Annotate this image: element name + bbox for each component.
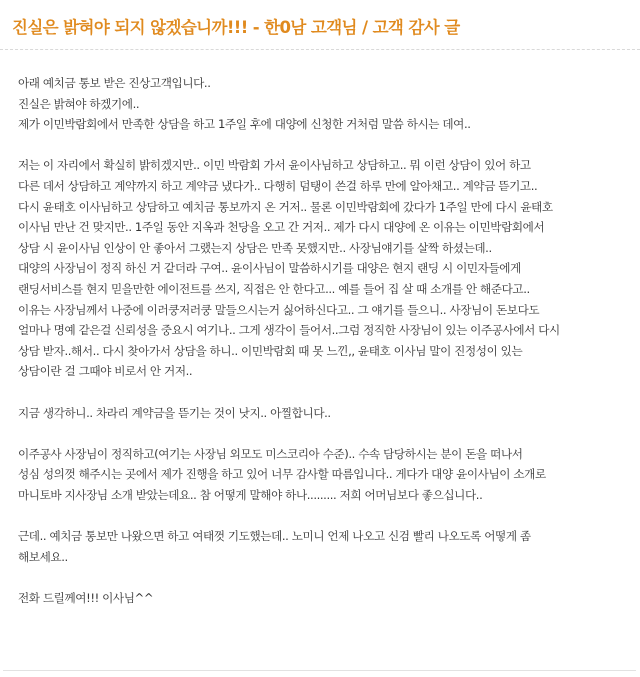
body-text-line: 마니토바 지사장님 소개 받았는데요.. 참 어떻게 말해야 하나......... 저희 어머님보다 좋으십니다..	[18, 487, 483, 502]
paragraph-gap	[18, 135, 632, 156]
body-text-line: 상담이란 걸 그때야 비로서 안 거저..	[18, 364, 193, 379]
body-text-line: 해보세요..	[18, 549, 68, 564]
body-text-line: 이주공사 사장님이 정직하고(여기는 사장님 외모도 미스코리아 수준).. 수속 담당하시는 분이 돈을 떠나서	[18, 446, 523, 461]
body-text-line: 전화 드릴께여!!! 이사님^^	[18, 590, 154, 605]
title-divider	[0, 49, 640, 50]
body-text-line: 성심 성의껏 해주시는 곳에서 제가 진행을 하고 있어 너무 감사할 따름입니다.. 게다가 대양 윤이사님이 소개로	[18, 467, 546, 482]
body-text-line: 다른 데서 상담하고 계약까지 하고 계약금 냈다가.. 다행히 덤탱이 쓴걸 하루 만에 알아채고.. 계약금 뜯기고..	[18, 178, 538, 193]
body-text-line: 다시 윤태호 이사님하고 상담하고 예치금 통보까지 온 거저.. 물론 이민박람회에 갔다가 1주일 만에 다시 윤태호	[18, 199, 553, 214]
bottom-border	[3, 670, 636, 671]
body-text-line: 이사님 만난 건 맞지만.. 1주일 동안 지옥과 천당을 오고 간 거저.. 제가 다시 대양에 온 이유는 이민박람회에서	[18, 220, 545, 235]
paragraph-gap	[18, 382, 632, 403]
body-text-line: 상담 시 윤이사님 인상이 안 좋아서 그랬는지 상담은 만족 못했지만.. 사장님얘기를 살짝 하셨는데..	[18, 240, 492, 255]
body-text-line: 이유는 사장님께서 나중에 이러쿵저러쿵 말들으시는거 싫어하신다고.. 그 얘기를 들으니.. 사장님이 돈보다도	[18, 302, 540, 317]
body-text-line: 저는 이 자리에서 확실히 밝히겠지만.. 이민 박람회 가서 윤이사님하고 상담하고.. 뭐 이런 상담이 있어 하고	[18, 158, 531, 173]
body-text-line: 상담 받자..해서.. 다시 찾아가서 상담을 하니.. 이민박람회 때 못 느낀,, 윤태호 이사님 말이 진정성이 있는	[18, 343, 523, 358]
paragraph-gap	[18, 567, 632, 588]
body-text-line: 근데.. 예치금 통보만 나왔으면 하고 여태껏 기도했는데.. 노미니 언제 나오고 신검 빨리 나오도록 어떻게 좀	[18, 529, 531, 544]
body-text-line: 지금 생각하니.. 차라리 계약금을 뜯기는 것이 낫지.. 아찔합니다..	[18, 405, 331, 420]
body-text-line: 아래 예치금 통보 받은 진상고객입니다..	[18, 76, 211, 90]
body-text-line: 대양의 사장님이 정직 하신 거 같더라 구여.. 윤이사님이 말씀하시기를 대양은 현지 랜딩 시 이민자들에게	[18, 261, 521, 276]
body-text-line: 얼마나 명예 같은걸 신뢰성을 중요시 여기나.. 그게 생각이 들어서..그럼 정직한 사장님이 있는 이주공사에서 다시	[18, 323, 560, 338]
post-body	[18, 73, 632, 608]
body-text-line: 랜딩서비스를 현지 믿을만한 에이전트를 쓰지, 직접은 안 한다고... 예를 들어 집 살 때 소개를 안 해준다고..	[18, 281, 530, 296]
body-text-line: 제가 이민박람회에서 만족한 상담을 하고 1주일 후에 대양에 신청한 거처럼 말씀 하시는 데여..	[18, 117, 471, 132]
post-title: 진실은 밝혀야 되지 않겠습니까!!! - 한0남 고객님 / 고객 감사 글	[12, 18, 460, 37]
paragraph-gap	[18, 423, 632, 444]
paragraph-gap	[18, 505, 632, 526]
body-text-line: 진실은 밝혀야 하겠기에..	[18, 96, 140, 111]
